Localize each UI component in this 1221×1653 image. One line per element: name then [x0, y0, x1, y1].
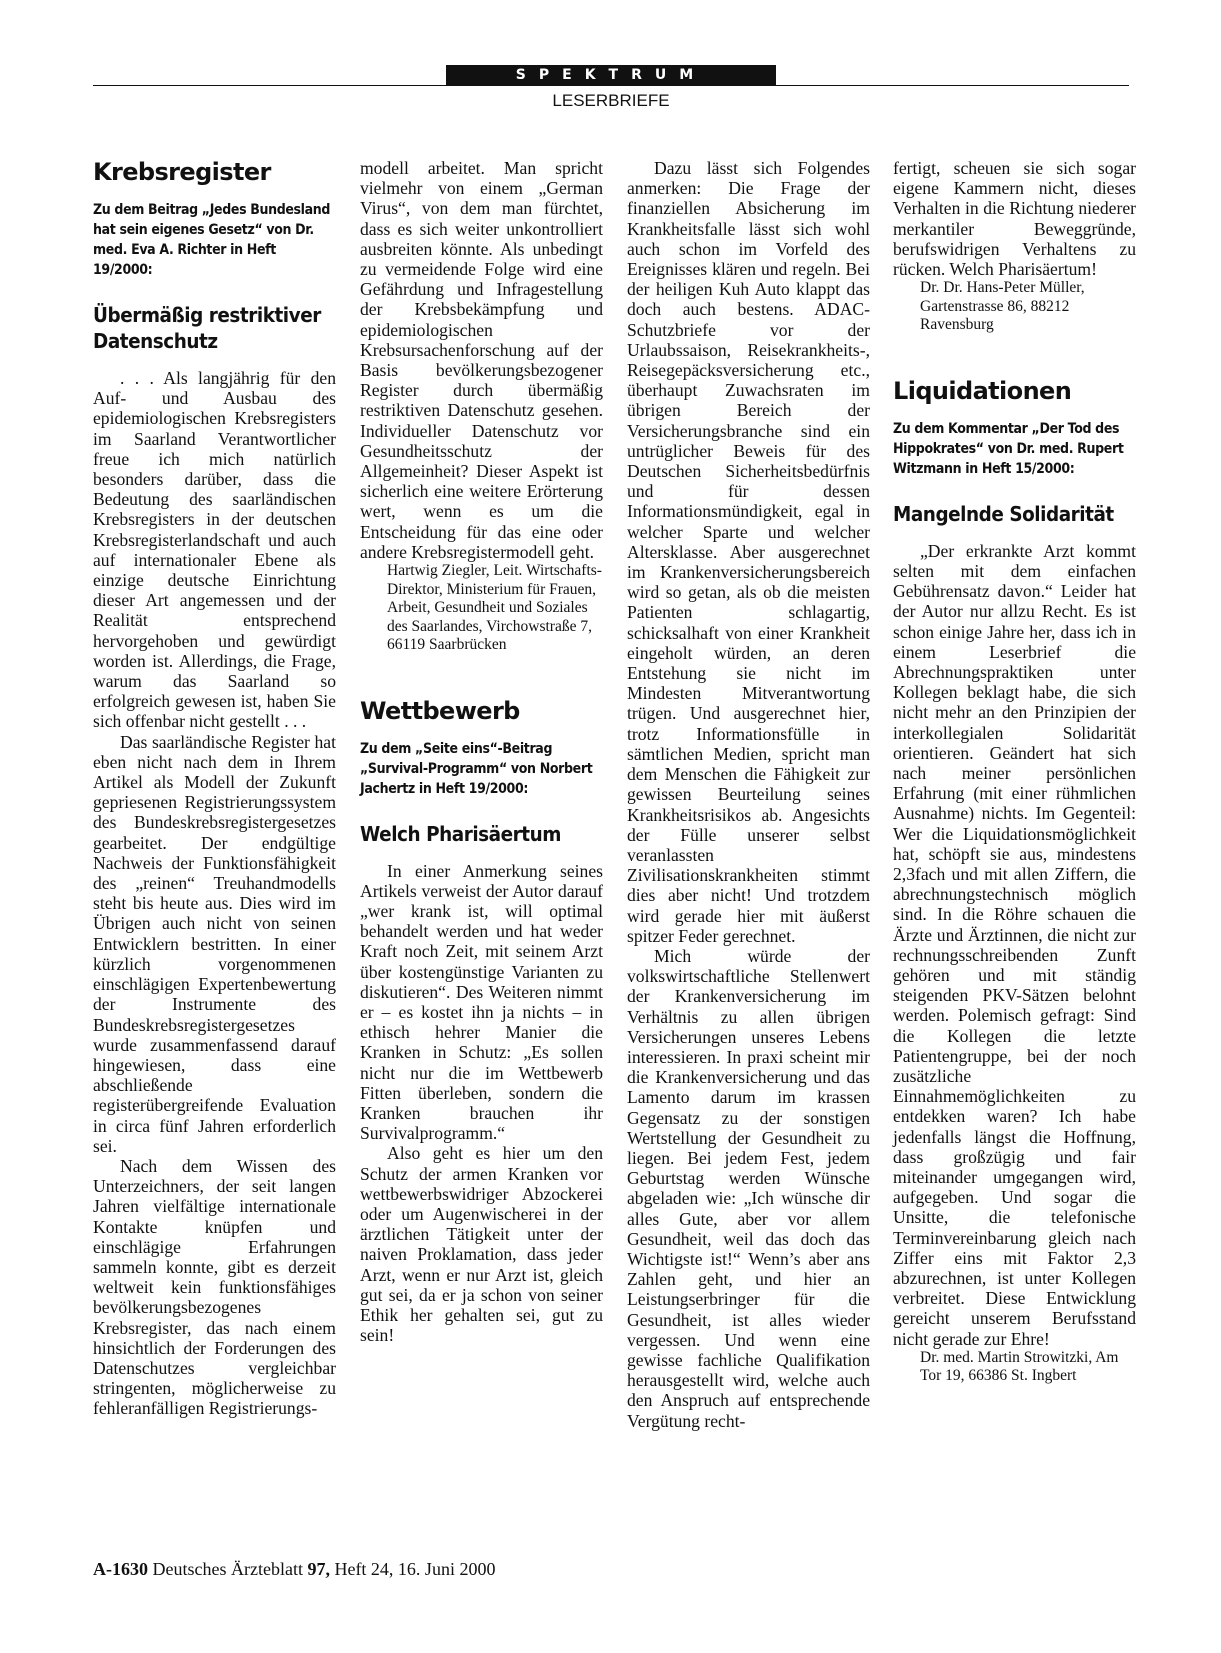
section-label: SPEKTRUM — [446, 65, 776, 86]
headline-datenschutz: Übermäßig restriktiver Datenschutz — [93, 303, 321, 353]
issue-date: Heft 24, 16. Juni 2000 — [334, 1559, 496, 1579]
paragraph: modell arbeitet. Man spricht vielmehr von einem „German Virus“, von dem man fürchtet, dass es sich weiter unkontrolliert ausbreiten könnte. Als unbedingt zu vermeidende Folge wird eine Gefährdung und Infragestellung der Krebsbekämpfung und epidemiologischen Krebsursachenforschung auf der Basis bevölkerungsbezogener Register durch übermäßig restriktiven Datenschutz gesehen. Individueller Datenschutz vor Gesundheitsschutz der Allgemeinheit? Dieser Aspekt ist sicherlich eine weitere Erörterung wert, wenn es um die Entscheidung für das eine oder andere Krebsregistermodell geht. — [360, 158, 603, 562]
page-footer — [93, 1559, 495, 1580]
column-2 — [360, 158, 603, 1345]
column-4 — [893, 158, 1136, 1386]
paragraph: Also geht es hier um den Schutz der armen Kranken vor wettbewerbswidriger Abzockerei oder um Augenwischerei in der ärztlichen Tätigkeit unter der naiven Proklamation, dass jeder Arzt, wenn er nur Arzt ist, gleich gut sei, da er ja schon von seiner Ethik her gehalten sei, gut zu sein! — [360, 1143, 603, 1346]
signature: Hartwig Ziegler, Leit. Wirtschafts-Direktor, Ministerium für Frauen, Arbeit, Gesundheit und Soziales des Saarlandes, Virchowstraße 7, 66119 Saarbrücken — [387, 562, 602, 654]
paragraph: fertigt, scheuen sie sich sogar eigene Kammern nicht, dieses Verhalten in die Richtung niederer merkantiler Beweggründe, berufswidrigen Verhaltens zu rücken. Welch Pharisäertum! — [893, 158, 1136, 280]
headline-pharisaeertum: Welch Pharisäertum — [360, 821, 561, 846]
page-number: A-1630 — [93, 1559, 148, 1579]
paragraph: „Der erkrankte Arzt kommt selten mit dem einfachen Gebührensatz davon.“ Leider hat der Autor nur allzu Recht. Es ist schon einige Jahre her, dass ich in einem Leserbrief die Abrechnungspraktiken unter Kollegen beklagt habe, die sich nicht mehr an den Prinzipien der interkollegialen Solidarität orientieren. Geändert hat sich nach meiner persönlichen Erfahrung (mit einer rühmlichen Ausnahme) nichts. Im Gegenteil: Wer die Liquidationsmöglichkeit hat, schöpft sie aus, mindestens 2,3fach und mit allen Ziffern, die abrechnungstechnisch möglich sind. In die Röhre schauen die Ärzte und Ärztinnen, die nicht zur rechnungsschreibenden Zunft gehören und mit ständig steigenden PKV-Sätzen belohnt werden. Polemisch gefragt: Sind die Kollegen die letzte Patientengruppe, bei der noch zusätzliche Einnahmemöglichkeiten zu entdekken waren? Ich habe jedenfalls längst die Hoffnung, dass großzügig und fair miteinander umgegangen wird, aufgegeben. Und sogar die Unsitte, die telefonische Terminvereinbarung gleich nach Ziffer eins mit Faktor 2,3 abzurechnen, ist unter Kollegen verbreitet. Diese Entwicklung gereicht unserem Berufsstand nicht gerade zur Ehre! — [893, 540, 1136, 1349]
paragraph: Nach dem Wissen des Unterzeichners, der seit langen Jahren vielfältige internationale Kontakte knüpfen und einschlägige Erfahrungen sammeln konnte, gibt es derzeit weltweit kein funktionsfähiges bevölkerungsbezogenes Krebsregister, das nach einem hinsichtlich der Forderungen des Datenschutzes vergleichbar stringenten, möglicherweise zu fehleranfälligen Registrierungs- — [93, 1155, 336, 1419]
column-1 — [93, 158, 336, 1419]
paragraph: Das saarländische Register hat eben nicht nach dem in Ihrem Artikel als Modell der Zukunft gepriesenen Registrierungssystem des Bundeskrebsregistergesetzes gearbeitet. Der endgültige Nachweis der Funktionsfähigkeit des „reinen“ Treuhandmodells steht bis heute aus. Dies wird im Übrigen auch nicht von seinen Entwicklern bestritten. In einer kürzlich vorgenommenen einschlägigen Expertenbewertung der Instrumente des Bundeskrebsregistergesetzes wurde zusammenfassend darauf hingewiesen, dass eine abschließende registerübergreifende Evaluation in circa fünf Jahren erforderlich sei. — [93, 731, 336, 1156]
rubric-krebsregister: Krebsregister — [93, 158, 271, 186]
paragraph: . . . Als langjährig für den Auf- und Ausbau des epidemiologischen Krebsregisters im Saarland Verantwortlicher freue ich mich natürlich besonders darüber, dass die Bedeutung des saarländischen Krebsregisters in der deutschen Krebsregisterlandschaft und auch auf internationaler Ebene als einzige deutsche Einrichtung dieser Art angemessen und der Realität entsprechend hervorgehoben und gewürdigt worden ist. Allerdings, die Frage, warum das Saarland so erfolgreich gewesen ist, haben Sie sich offenbar nicht gestellt . . . — [93, 368, 336, 732]
column-3 — [627, 158, 870, 1431]
paragraph: In einer Anmerkung seines Artikels verweist der Autor darauf „wer krank ist, will optimal behandelt werden und hat weder Kraft noch Zeit, mit seinem Arzt über kostengünstige Varianten zu diskutieren“. Des Weiteren nimmt er – es kostet ihn ja nichts – in ethisch hehrer Manier die Kranken in Schutz: „Es sollen nicht nur die im Wettbewerb Fitten überleben, sondern die Kranken brauchen ihr Survivalprogramm.“ — [360, 860, 603, 1144]
intro-wettbewerb: Zu dem „Seite eins“-Beitrag „Survival-Programm“ von Norbert Jachertz in Heft 19/2000: — [360, 740, 593, 797]
intro-krebsregister: Zu dem Beitrag „Jedes Bundesland hat sein eigenes Gesetz“ von Dr. med. Eva A. Richter in Heft 19/2000: — [93, 202, 331, 278]
rubric-liquidationen: Liquidationen — [893, 376, 1072, 405]
intro-liquidationen: Zu dem Kommentar „Der Tod des Hippokrates“ von Dr. med. Rupert Witzmann in Heft 15/2000: — [893, 420, 1124, 477]
rubric-wettbewerb: Wettbewerb — [360, 696, 520, 725]
headline-solidaritaet: Mangelnde Solidarität — [893, 501, 1114, 526]
volume: 97, — [307, 1559, 330, 1579]
signature: Dr. med. Martin Strowitzki, Am Tor 19, 66386 St. Ingbert — [920, 1348, 1119, 1385]
paragraph: Mich würde der volkswirtschaftliche Stellenwert der Krankenversicherung im Verhältnis zu allen übrigen Versicherungen unseres Lebens interessieren. In praxi scheint mir die Krankenversicherung und das Lamento darum im krassen Gegensatz zu der sonstigen Wertstellung der Gesundheit zu liegen. Bei jedem Fest, jedem Geburtstag werden Wünsche abgeladen wie: „Ich wünsche dir alles Gute, aber vor allem Gesundheit, weil das doch das Wichtigste ist!“ Wenn’s aber ans Zahlen geht, und hier an Leistungserbringer für die Gesundheit, ist alles wieder vergessen. Und wenn eine gewisse fachliche Qualifikation herausgestellt wird, welche auch den Anspruch auf entsprechende Vergütung recht- — [627, 945, 870, 1431]
paragraph: Dazu lässt sich Folgendes anmerken: Die Frage der finanziellen Absicherung im Krankheitsfalle lässt sich wohl auch schon im Vorfeld des Ereignisses klären und regeln. Bei der heiligen Kuh Auto klappt das doch auch bestens. ADAC-Schutzbriefe vor der Urlaubssaison, Reisekrankheits-, Reisegepäcksversicherung etc., überhaupt Zuwachsraten im übrigen Bereich der Versicherungsbranche sind ein untrüglicher Beweis für des Deutschen Sicherheitsbedürfnis und für dessen Informationsmündigkeit, egal in welcher Sparte und welcher Altersklasse. Aber ausgerechnet im Krankenversicherungsbereich wird so getan, als ob die meisten Patienten schlagartig, schicksalhaft von einer Krankheit eingeholt würden, an deren Entstehung sie nicht im Mindesten Mitverantwortung trügen. Und ausgerechnet hier, trotz Informationsfülle in sämtlichen Medien, spricht man dem Menschen die Fähigkeit zur gewissen Beurteilung seines Krankheitsrisikos ab. Angesichts der Fülle unserer selbst veranlassten Zivilisationskrankheiten stimmt dies aber nicht! Und trotzdem wird gerade hier mit äußerst spitzer Feder gerechnet. — [627, 158, 870, 946]
signature: Dr. Dr. Hans-Peter Müller, Gartenstrasse 86, 88212 Ravensburg — [920, 279, 1085, 334]
journal-name: Deutsches Ärzteblatt — [152, 1559, 303, 1579]
subsection-label: LESERBRIEFE — [552, 91, 670, 110]
